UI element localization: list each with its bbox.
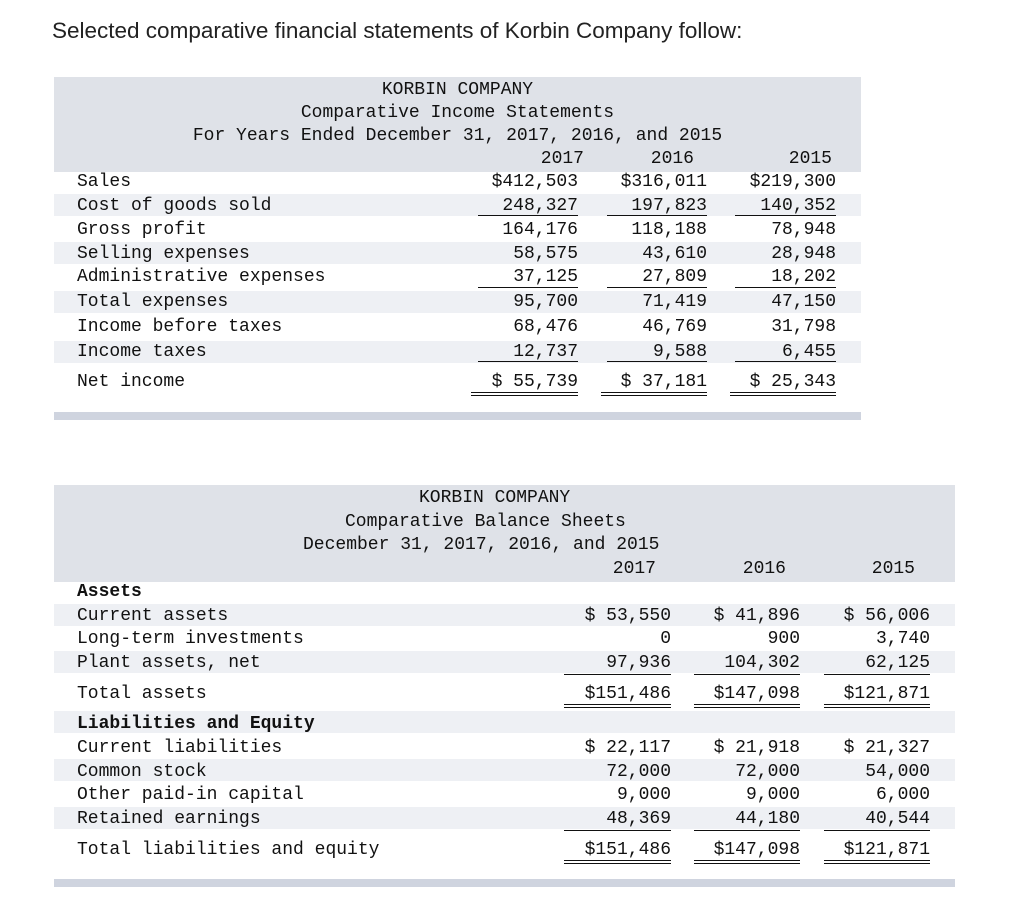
income-row-label: Administrative expenses <box>77 267 326 287</box>
double-underline <box>471 392 578 396</box>
double-underline <box>730 392 836 396</box>
balance-cell-2016: 72,000 <box>735 762 800 782</box>
balance-cell-2015: 62,125 <box>865 653 930 673</box>
liabilities-heading: Liabilities and Equity <box>77 714 315 734</box>
balance-cell-2017: 9,000 <box>616 785 671 805</box>
balance-cell-2016: $ 21,918 <box>713 738 800 758</box>
income-row-label: Selling expenses <box>77 244 250 264</box>
income-cell-2015: 47,150 <box>771 292 836 312</box>
balance-row-label: Plant assets, net <box>77 653 261 673</box>
underline <box>694 830 800 831</box>
balance-row-label: Total assets <box>77 684 207 704</box>
balance-cell-2016: 44,180 <box>735 809 800 829</box>
income-cell-2016: 197,823 <box>631 196 707 216</box>
income-row-label: Net income <box>77 372 186 392</box>
balance-cell-2017: $151,486 <box>584 684 671 704</box>
assets-heading: Assets <box>77 582 142 602</box>
double-underline <box>694 704 800 708</box>
underline <box>478 215 578 216</box>
balance-cell-2017: 72,000 <box>606 762 671 782</box>
income-year-2016: 2016 <box>650 149 694 169</box>
income-cell-2016: 71,419 <box>642 292 707 312</box>
underline <box>824 674 930 675</box>
balance-year-2016: 2016 <box>742 559 786 579</box>
income-row-label: Income before taxes <box>77 317 283 337</box>
balance-cell-2016: $147,098 <box>713 684 800 704</box>
underline <box>735 287 836 288</box>
income-bottom-bar <box>54 412 861 420</box>
income-row-label: Gross profit <box>77 220 207 240</box>
income-cell-2017: $412,503 <box>491 172 578 192</box>
balance-title: Comparative Balance Sheets <box>345 512 626 532</box>
balance-year-2015: 2015 <box>871 559 915 579</box>
double-underline <box>601 392 707 396</box>
balance-cell-2016: $ 41,896 <box>713 606 800 626</box>
income-row-label: Total expenses <box>77 292 229 312</box>
underline <box>607 361 707 362</box>
underline <box>824 830 930 831</box>
income-cell-2015: 18,202 <box>771 267 836 287</box>
balance-row-label: Current assets <box>77 606 229 626</box>
income-period: For Years Ended December 31, 2017, 2016, and 2015 <box>192 126 723 146</box>
underline <box>694 674 800 675</box>
balance-cell-2016: 9,000 <box>745 785 800 805</box>
underline <box>735 215 836 216</box>
balance-row-label: Other paid-in capital <box>77 785 304 805</box>
balance-cell-2016: $147,098 <box>713 840 800 860</box>
balance-year-2017: 2017 <box>612 559 656 579</box>
balance-cell-2017: $ 22,117 <box>584 738 671 758</box>
balance-cell-2016: 104,302 <box>724 653 800 673</box>
balance-cell-2017: $151,486 <box>584 840 671 860</box>
income-cell-2015: 78,948 <box>771 220 836 240</box>
income-cell-2016: 27,809 <box>642 267 707 287</box>
balance-bottom-bar <box>54 879 955 887</box>
balance-cell-2015: 6,000 <box>875 785 930 805</box>
income-year-2017: 2017 <box>540 149 584 169</box>
income-row-label: Income taxes <box>77 342 207 362</box>
income-cell-2016: 9,588 <box>652 342 707 362</box>
balance-cell-2017: 48,369 <box>606 809 671 829</box>
income-cell-2016: $ 37,181 <box>620 372 707 392</box>
balance-cell-2015: $ 56,006 <box>843 606 930 626</box>
income-cell-2017: 164,176 <box>502 220 578 240</box>
balance-row-label: Retained earnings <box>77 809 261 829</box>
double-underline <box>564 860 671 864</box>
income-cell-2017: 12,737 <box>513 342 578 362</box>
balance-row-label: Common stock <box>77 762 207 782</box>
underline <box>564 674 671 675</box>
income-company: KORBIN COMPANY <box>381 80 534 100</box>
income-cell-2016: 118,188 <box>631 220 707 240</box>
balance-cell-2015: $121,871 <box>843 684 930 704</box>
balance-cell-2015: $121,871 <box>843 840 930 860</box>
intro-text: Selected comparative financial statements of Korbin Company follow: <box>52 18 743 43</box>
income-cell-2017: 68,476 <box>513 317 578 337</box>
balance-cell-2017: 0 <box>660 629 671 649</box>
income-cell-2015: 31,798 <box>771 317 836 337</box>
income-title: Comparative Income Statements <box>300 103 615 123</box>
income-cell-2016: $316,011 <box>620 172 707 192</box>
balance-cell-2015: $ 21,327 <box>843 738 930 758</box>
double-underline <box>824 704 930 708</box>
balance-sheet <box>54 485 955 887</box>
income-cell-2015: 140,352 <box>760 196 836 216</box>
income-cell-2015: $219,300 <box>749 172 836 192</box>
balance-cell-2017: 97,936 <box>606 653 671 673</box>
balance-period: December 31, 2017, 2016, and 2015 <box>303 535 660 555</box>
income-cell-2015: $ 25,343 <box>749 372 836 392</box>
income-cell-2017: 248,327 <box>502 196 578 216</box>
balance-row-label: Long-term investments <box>77 629 304 649</box>
balance-cell-2015: 40,544 <box>865 809 930 829</box>
balance-cell-2015: 3,740 <box>875 629 930 649</box>
income-row-label: Sales <box>77 172 132 192</box>
double-underline <box>564 704 671 708</box>
balance-row-label: Current liabilities <box>77 738 283 758</box>
balance-cell-2017: $ 53,550 <box>584 606 671 626</box>
income-cell-2016: 43,610 <box>642 244 707 264</box>
income-cell-2017: 95,700 <box>513 292 578 312</box>
underline <box>607 215 707 216</box>
underline <box>478 361 578 362</box>
balance-cell-2016: 900 <box>767 629 800 649</box>
income-cell-2015: 6,455 <box>781 342 836 362</box>
balance-row-label: Total liabilities and equity <box>77 840 380 860</box>
income-year-2015: 2015 <box>788 149 832 169</box>
income-cell-2015: 28,948 <box>771 244 836 264</box>
underline <box>478 287 578 288</box>
income-cell-2017: 37,125 <box>513 267 578 287</box>
double-underline <box>694 860 800 864</box>
income-cell-2017: $ 55,739 <box>491 372 578 392</box>
underline <box>564 830 671 831</box>
income-statement <box>54 77 861 420</box>
underline <box>735 361 836 362</box>
double-underline <box>824 860 930 864</box>
income-cell-2017: 58,575 <box>513 244 578 264</box>
balance-cell-2015: 54,000 <box>865 762 930 782</box>
balance-company: KORBIN COMPANY <box>419 488 571 508</box>
income-cell-2016: 46,769 <box>642 317 707 337</box>
income-row-label: Cost of goods sold <box>77 196 272 216</box>
underline <box>607 287 707 288</box>
